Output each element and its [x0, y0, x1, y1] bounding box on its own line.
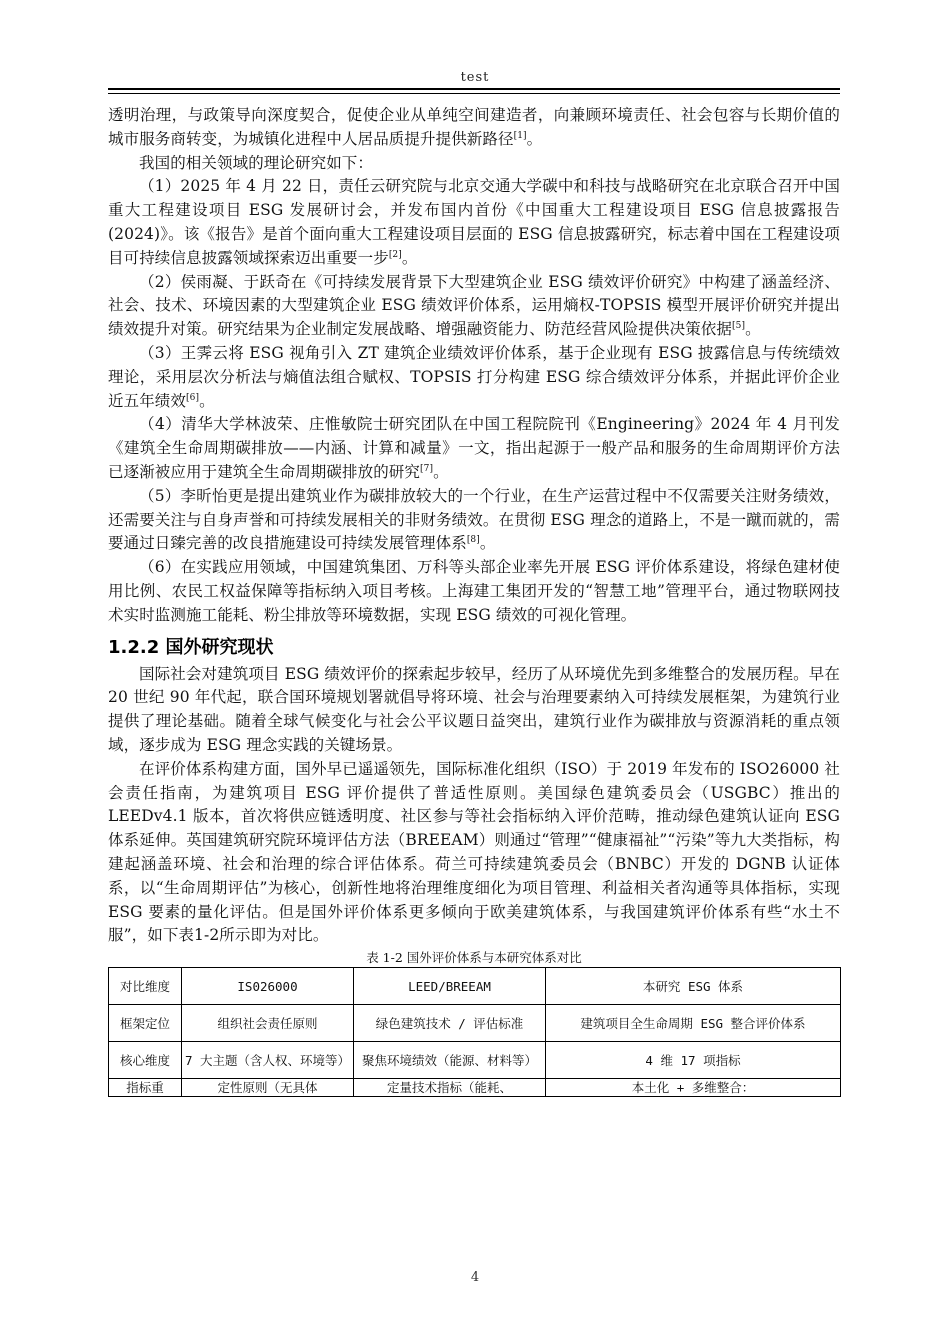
- table-row: [109, 1042, 841, 1079]
- citation-ref: [8]: [466, 535, 480, 546]
- header-rule-thin: [108, 93, 840, 94]
- table-row: [109, 1005, 841, 1042]
- comparison-table: [108, 967, 841, 1097]
- citation-ref: [6]: [186, 392, 200, 403]
- foreign-paragraph-2: 在评价体系构建方面，国外早已遥遥领先，国际标准化组织（ISO）于 2019 年发布的 ISO26000 社会责任指南，为建筑项目 ESG 评价提供了普适性原则。美国绿色建筑委员会（USGBC）推出的 LEEDv4.1 版本，首次将供应链透明度、社区参与等社会指标纳入评价范畴，推动绿色建筑认证向 ESG 体系延伸。英国建筑研究院环境评估方法（BREEAM）则通过“管理”“健康福祉”“污染”等九大类指标，构建起涵盖环境、社会和治理的综合评估体系。荷兰可持续建筑委员会（BNBC）开发的 DGNB 认证体系，以“生命周期评估”为核心，创新性地将治理维度细化为项目管理、利益相关者沟通等具体指标，实现 ESG 要素的量化评估。但是国外评价体系更多倾向于欧美建筑体系，与我国建筑评价体系有些“水土不服”，如下表1-2所示即为对比。: [108, 759, 840, 945]
- item-tail: 。: [199, 391, 215, 410]
- table-cell: 定性原则（无具体: [182, 1079, 354, 1097]
- table-cell: 核心维度: [109, 1042, 182, 1079]
- domestic-item-6: [108, 556, 840, 627]
- item-text: （6）在实践应用领域，中国建筑集团、万科等头部企业率先开展 ESG 评价体系建设，将绿色建材使用比例、农民工权益保障等指标纳入项目考核。上海建工集团开发的“智慧工地”管理平台，通过物联网技术实时监测施工能耗、粉尘排放等环境数据，实现 ESG 绩效的可视化管理。: [108, 558, 840, 624]
- header-rule-thick: [108, 88, 840, 90]
- paragraph-tail: 。: [526, 129, 543, 148]
- item-tail: 。: [479, 534, 496, 553]
- citation-ref: [5]: [732, 321, 746, 332]
- table-cell: 绿色建筑技术 / 评估标准: [354, 1005, 546, 1042]
- citation-ref: [2]: [388, 249, 402, 260]
- table-cell: 本土化 + 多维整合：: [546, 1079, 841, 1097]
- section-heading: 1.2.2 国外研究现状: [108, 636, 274, 658]
- table-header-cell: LEED/BREEAM: [354, 968, 546, 1005]
- continuation-paragraph: [108, 104, 840, 152]
- citation-ref: [1]: [513, 130, 527, 141]
- page-number: 4: [470, 1270, 480, 1285]
- table-header-cell: IS026000: [182, 968, 354, 1005]
- table-cell: 指标重: [109, 1079, 182, 1097]
- body-content: [108, 104, 840, 1097]
- foreign-paragraph-1: 国际社会对建筑项目 ESG 绩效评价的探索起步较早，经历了从环境优先到多维整合的发展历程。早在 20 世纪 90 年代起，联合国环境规划署就倡导将环境、社会与治理要素纳入可持续发展框架，为建筑行业提供了理论基础。随着全球气候变化与社会公平议题日益突出，建筑行业作为碳排放与资源消耗的重点领域，逐步成为 ESG 理念实践的关键场景。: [108, 664, 840, 754]
- running-header: test: [460, 70, 490, 85]
- table-cell: 定量技术指标（能耗、: [354, 1079, 546, 1097]
- domestic-item-4: [108, 413, 840, 484]
- table-cell: 组织社会责任原则: [182, 1005, 354, 1042]
- item-text: （3）王霁云将 ESG 视角引入 ZT 建筑企业绩效评价体系，基于企业现有 ESG 披露信息与传统绩效理论，采用层次分析法与熵值法组合赋权、TOPSIS 打分构建 ESG 综合绩效评分体系，并据此评价企业近五年绩效: [108, 343, 840, 410]
- item-text: （1）2025 年 4 月 22 日，责任云研究院与北京交通大学碳中和科技与战略研究在北京联合召开中国重大工程建设项目 ESG 发展研讨会，并发布国内首份《中国重大工程建设项目 ESG 信息披露报告(2024)》。该《报告》是首个面向重大工程建设项目层面的 ESG 信息披露研究，标志着中国在工程建设项目可持续信息披露领域探索迈出重要一步: [108, 177, 840, 267]
- table-header-cell: 本研究 ESG 体系: [546, 968, 841, 1005]
- table-cell: 4 维 17 项指标: [546, 1042, 841, 1079]
- table-cell: 建筑项目全生命周期 ESG 整合评价体系: [546, 1005, 841, 1042]
- table-header-row: [109, 968, 841, 1005]
- table-caption: 表 1-2 国外评价体系与本研究体系对比: [366, 950, 582, 966]
- item-tail: 。: [401, 248, 418, 267]
- table-cell: 框架定位: [109, 1005, 182, 1042]
- table-cell: 聚焦环境绩效（能源、材料等）: [354, 1042, 546, 1079]
- table-cell: 7 大主题（含人权、环境等）: [182, 1042, 354, 1079]
- intro-line: 我国的相关领域的理论研究如下：: [139, 153, 374, 172]
- item-text: （2）侯雨凝、于跃奇在《可持续发展背景下大型建筑企业 ESG 绩效评价研究》中构建了涵盖经济、社会、技术、环境因素的大型建筑企业 ESG 绩效评价体系，运用熵权-TOPSIS 模型开展评价研究并提出绩效提升对策。研究结果为企业制定发展战略、增强融资能力、防范经营风险提供决策依据: [108, 272, 840, 339]
- item-text: （5）李昕怡更是提出建筑业作为碳排放较大的一个行业，在生产运营过程中不仅需要关注财务绩效，还需要关注与自身声誉和可持续发展相关的非财务绩效。在贯彻 ESG 理念的道路上，不是一蹴而就的，需要通过日臻完善的改良措施建设可持续发展管理体系: [108, 486, 840, 553]
- item-tail: 。: [745, 320, 761, 339]
- domestic-item-3: [108, 342, 840, 413]
- domestic-item-1: [108, 175, 840, 270]
- domestic-item-5: [108, 485, 840, 556]
- table-row: [109, 1079, 841, 1097]
- citation-ref: [7]: [420, 463, 434, 474]
- item-tail: 。: [433, 462, 449, 481]
- paragraph-text: 透明治理，与政策导向深度契合，促使企业从单纯空间建造者，向兼顾环境责任、社会包容与长期价值的城市服务商转变，为城镇化进程中人居品质提升提供新路径: [108, 106, 840, 148]
- domestic-item-2: [108, 271, 840, 342]
- table-header-cell: 对比维度: [109, 968, 182, 1005]
- item-text: （4）清华大学林波荣、庄惟敏院士研究团队在中国工程院院刊《Engineering》2024 年 4 月刊发《建筑全生命周期碳排放——内涵、计算和减量》一文，指出起源于一般产品和服务的生命周期评价方法已逐渐被应用于建筑全生命周期碳排放的研究: [108, 415, 840, 481]
